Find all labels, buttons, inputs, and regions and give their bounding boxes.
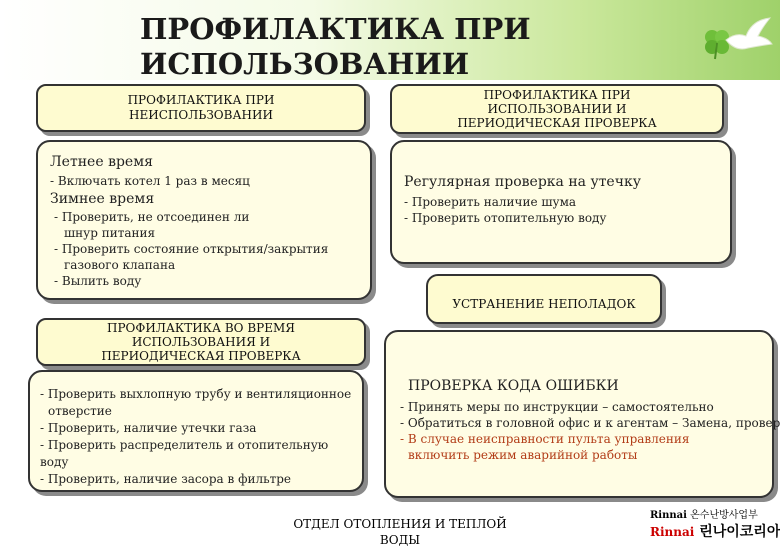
leak-check-title: Регулярная проверка на утечку — [404, 174, 641, 190]
page-title: ПРОФИЛАКТИКА ПРИ ИСПОЛЬЗОВАНИИ — [140, 12, 531, 81]
error-code-item: - Принять меры по инструкции – самостоятельно — [400, 400, 714, 414]
summer-title: Летнее время — [50, 154, 153, 170]
winter-item: - Проверить, не отсоединен ли — [54, 210, 250, 224]
header-in-use-periodic: ПРОФИЛАКТИКА ПРИ ИСПОЛЬЗОВАНИИ И ПЕРИОДИЧЕСКАЯ ПРОВЕРКА — [390, 84, 724, 134]
box-error-code — [384, 330, 780, 498]
winter-title: Зимнее время — [50, 191, 155, 207]
rinnai-logo: Rinnai 온수난방사업부 Rinnai 린나이코리아 — [650, 510, 780, 540]
header-during-use: ПРОФИЛАКТИКА ВО ВРЕМЯ ИСПОЛЬЗОВАНИЯ И ПЕРИОДИЧЕСКАЯ ПРОВЕРКА — [36, 318, 366, 366]
during-use-item: - Проверить, наличие утечки газа — [40, 421, 257, 435]
during-use-item: - Проверить, наличие засора в фильтре — [40, 472, 292, 486]
summer-item: - Включать котел 1 раз в месяц — [50, 174, 250, 188]
footer-department: ОТДЕЛ ОТОПЛЕНИЯ И ТЕПЛОЙ ВОДЫ — [293, 517, 507, 547]
during-use-item: отверстие — [48, 404, 112, 418]
error-code-item: - Обратиться в головной офис и к агентам – Замена, провер — [400, 416, 780, 430]
error-code-title: ПРОВЕРКА КОДА ОШИБКИ — [408, 378, 619, 394]
troubleshooting-box: УСТРАНЕНИЕ НЕПОЛАДОК — [426, 274, 662, 324]
during-use-item: - Проверить распределитель и отопительную воду — [40, 438, 329, 469]
winter-item: газового клапана — [64, 258, 176, 272]
winter-item: - Вылить воду — [54, 274, 142, 288]
leak-check-item: - Проверить наличие шума — [404, 195, 577, 209]
winter-item: - Проверить состояние открытия/закрытия — [54, 242, 329, 256]
leak-check-item: - Проверить отопительную воду — [404, 211, 607, 225]
dove-icon — [722, 16, 774, 56]
box-leak-check — [390, 140, 732, 264]
during-use-item: - Проверить выхлопную трубу и вентиляционное — [40, 387, 352, 401]
box-during-use — [28, 370, 364, 492]
error-code-item-red: - В случае неисправности пульта управления — [400, 432, 690, 446]
winter-item: шнур питания — [64, 226, 156, 240]
box-not-in-use — [36, 140, 372, 300]
header-not-in-use: ПРОФИЛАКТИКА ПРИ НЕИСПОЛЬЗОВАНИИ — [36, 84, 366, 132]
error-code-item-red: включить режим аварийной работы — [408, 448, 638, 462]
